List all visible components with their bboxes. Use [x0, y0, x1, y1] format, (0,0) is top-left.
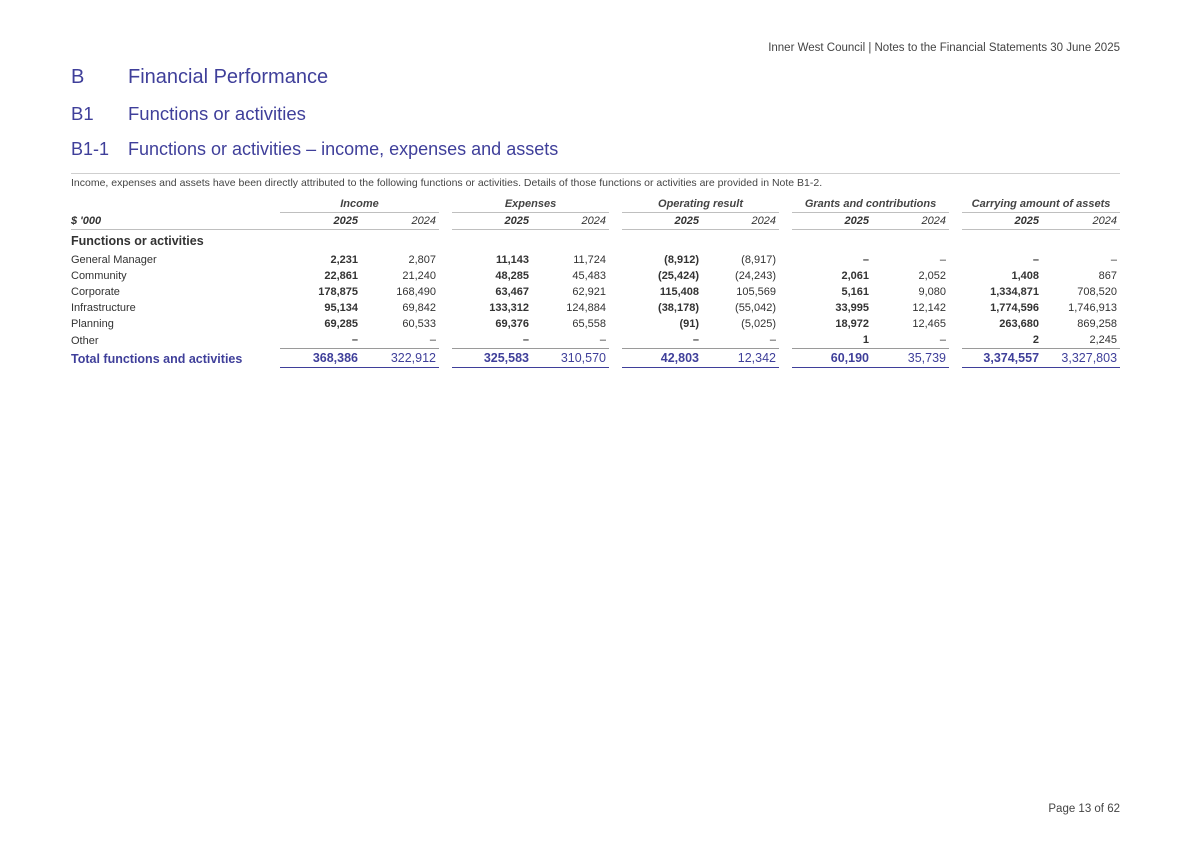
- table-cell: –: [452, 332, 532, 349]
- table-cell: 124,884: [566, 302, 607, 314]
- table-cell: 2,052: [918, 270, 947, 282]
- table-cell: 5,161: [841, 286, 870, 298]
- table-cell: 95,134: [324, 302, 358, 314]
- page-number: Page 13 of 62: [1048, 803, 1120, 815]
- table-cell: 2,061: [841, 270, 870, 282]
- group-header-row: [71, 196, 1120, 213]
- group-header-assets: Carrying amount of assets: [962, 196, 1120, 213]
- table-cell: –: [872, 332, 949, 349]
- page-header: Inner West Council | Notes to the Financial Statements 30 June 2025: [768, 42, 1120, 54]
- table-cell: 3,374,557: [962, 349, 1042, 368]
- group-header-income: Income: [280, 196, 439, 213]
- table-cell: 69,376: [495, 318, 530, 330]
- table-cell: 168,490: [396, 286, 437, 298]
- table-cell: 2,245: [1042, 332, 1120, 349]
- table-cell: 45,483: [572, 270, 607, 282]
- intro-text: Income, expenses and assets have been directly attributed to the following functions or activities. Details of those functions or activities are provided in Note B1-2.: [71, 177, 823, 189]
- year-header: 2025: [792, 213, 872, 230]
- table-cell: 708,520: [1077, 286, 1118, 298]
- table-cell: –: [702, 332, 779, 349]
- table-cell: 115,408: [659, 286, 700, 298]
- heading-section-b: [71, 66, 328, 89]
- table-cell: 325,583: [452, 349, 532, 368]
- table-cell: 867: [1098, 270, 1118, 282]
- group-header-grants: Grants and contributions: [792, 196, 949, 213]
- table-cell: 18,972: [835, 318, 870, 330]
- table-cell: 2,231: [330, 254, 358, 266]
- table-cell: –: [622, 332, 702, 349]
- table-cell: 12,142: [912, 302, 947, 314]
- table-row: [71, 316, 1120, 332]
- row-label: Corporate: [71, 286, 120, 298]
- table-cell: 368,386: [280, 349, 361, 368]
- table-cell: 21,240: [402, 270, 437, 282]
- section-title-row: [71, 230, 1120, 252]
- heading-number: B1: [71, 103, 94, 124]
- table-cell: –: [862, 254, 870, 266]
- row-label: Infrastructure: [71, 302, 136, 314]
- heading-number: B1-1: [71, 139, 110, 159]
- heading-divider: [71, 173, 1120, 174]
- table-cell: 65,558: [572, 318, 607, 330]
- row-label: Planning: [71, 318, 114, 330]
- group-header-expenses: Expenses: [452, 196, 609, 213]
- table-cell: 62,921: [572, 286, 607, 298]
- table-cell: 1,408: [1011, 270, 1040, 282]
- table-cell: 12,465: [912, 318, 947, 330]
- row-label: Community: [71, 270, 127, 282]
- row-label: General Manager: [71, 254, 157, 266]
- table-cell: 35,739: [872, 349, 949, 368]
- table-cell: 42,803: [622, 349, 702, 368]
- table-cell: (8,917): [741, 254, 777, 266]
- table-cell: –: [361, 332, 439, 349]
- table-cell: –: [1110, 254, 1118, 266]
- year-header: 2024: [1042, 213, 1120, 230]
- heading-section-b1-1: [71, 139, 558, 160]
- table-cell: 63,467: [495, 286, 530, 298]
- table-cell: 105,569: [736, 286, 777, 298]
- table-cell: 69,285: [324, 318, 358, 330]
- table-cell: 12,342: [702, 349, 779, 368]
- table-cell: 133,312: [489, 302, 530, 314]
- year-header: 2025: [452, 213, 532, 230]
- table-cell: 263,680: [999, 318, 1040, 330]
- heading-title: Functions or activities: [128, 103, 306, 124]
- total-row: [71, 349, 1120, 368]
- table-cell: 2: [962, 332, 1042, 349]
- table-cell: 1,774,596: [990, 302, 1040, 314]
- table-cell: 60,533: [402, 318, 437, 330]
- unit-label: $ '000: [71, 213, 280, 230]
- table-cell: 2,807: [408, 254, 437, 266]
- table-cell: 1,334,871: [990, 286, 1040, 298]
- year-header: 2024: [361, 213, 439, 230]
- table-cell: 9,080: [918, 286, 947, 298]
- year-header: 2025: [622, 213, 702, 230]
- table-row: [71, 300, 1120, 316]
- year-header: 2024: [702, 213, 779, 230]
- table-row: [71, 268, 1120, 284]
- table-cell: –: [280, 332, 361, 349]
- table-cell: 178,875: [318, 286, 358, 298]
- functions-table: [71, 196, 1120, 368]
- heading-section-b1: [71, 103, 306, 125]
- table-cell: –: [939, 254, 947, 266]
- heading-number: B: [71, 66, 85, 88]
- table-cell: (5,025): [741, 318, 777, 330]
- table-cell: 60,190: [792, 349, 872, 368]
- row-label: Other: [71, 334, 99, 347]
- table-cell: –: [1032, 254, 1040, 266]
- table-cell: (8,912): [664, 254, 700, 266]
- table-cell: 11,143: [495, 254, 530, 266]
- year-header: 2025: [280, 213, 361, 230]
- row-label: Total functions and activities: [71, 351, 243, 366]
- year-header: 2025: [962, 213, 1042, 230]
- table-cell: (91): [679, 318, 700, 330]
- heading-title: Functions or activities – income, expenses and assets: [128, 139, 559, 159]
- year-header-row: [71, 213, 1120, 230]
- table-cell: (24,243): [735, 270, 777, 282]
- table-cell: 11,724: [573, 254, 607, 266]
- section-title: Functions or activities: [71, 234, 204, 248]
- year-header: 2024: [532, 213, 609, 230]
- table-cell: 1,746,913: [1068, 302, 1118, 314]
- table-cell: (38,178): [658, 302, 700, 314]
- table-cell: 869,258: [1077, 318, 1118, 330]
- table-cell: 310,570: [532, 349, 609, 368]
- table-cell: 69,842: [402, 302, 437, 314]
- table-cell: 1: [792, 332, 872, 349]
- table-cell: 33,995: [835, 302, 870, 314]
- table-cell: 22,861: [324, 270, 358, 282]
- table-row: [71, 252, 1120, 268]
- table-cell: 3,327,803: [1042, 349, 1120, 368]
- table-cell: (55,042): [735, 302, 777, 314]
- table-row: [71, 332, 1120, 349]
- year-header: 2024: [872, 213, 949, 230]
- table-row: [71, 284, 1120, 300]
- table-cell: 322,912: [361, 349, 439, 368]
- table-cell: 48,285: [495, 270, 530, 282]
- table-cell: (25,424): [658, 270, 700, 282]
- group-header-operating-result: Operating result: [622, 196, 779, 213]
- table-cell: –: [532, 332, 609, 349]
- heading-title: Financial Performance: [128, 66, 329, 88]
